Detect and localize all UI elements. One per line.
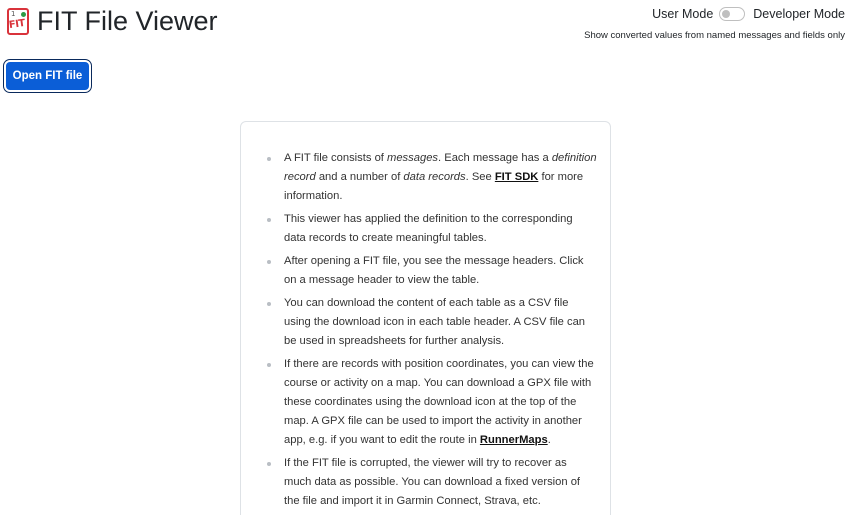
logo-text: FIT bbox=[8, 17, 26, 31]
logo-top-text: 1 bbox=[11, 9, 16, 18]
info-item-tables: This viewer has applied the definition to the corresponding data records to create meaningful tables. bbox=[267, 210, 597, 248]
info-card bbox=[240, 121, 611, 515]
runnermaps-link[interactable]: RunnerMaps bbox=[479, 433, 548, 446]
fit-sdk-link[interactable]: FIT SDK bbox=[494, 170, 539, 183]
developer-mode-toggle[interactable] bbox=[719, 7, 745, 21]
info-text: . See bbox=[465, 170, 495, 183]
app-header bbox=[7, 6, 218, 36]
mode-switch bbox=[652, 7, 845, 21]
info-text: . Each message has a bbox=[438, 152, 552, 164]
page-title: FIT File Viewer bbox=[37, 6, 218, 36]
info-text: . bbox=[547, 433, 551, 446]
info-item-gpx bbox=[267, 355, 597, 450]
info-list bbox=[267, 149, 597, 515]
info-text: If there are records with position coordinates, you can view the course or activity on a map. You can download a GPX file with these coordinates using the download icon at the top of the map. A GPX file can be used to import the activity in another app, e.g. if you want to edit the route in bbox=[284, 358, 594, 446]
info-item-headers: After opening a FIT file, you see the message headers. Click on a message header to view the table. bbox=[267, 252, 597, 290]
info-text: and a number of bbox=[315, 170, 404, 183]
info-text: for more information. bbox=[284, 170, 584, 202]
mode-caption: Show converted values from named messages and fields only bbox=[584, 30, 845, 41]
open-fit-file-button[interactable]: Open FIT file bbox=[6, 62, 89, 90]
info-emphasis: definition record bbox=[284, 152, 597, 183]
info-item-recovery: If the FIT file is corrupted, the viewer will try to recover as much data as possible. You can download a fixed version of the file and import it in Garmin Connect, Strava, etc. bbox=[267, 454, 597, 511]
user-mode-label: User Mode bbox=[652, 7, 714, 21]
logo-dot bbox=[21, 12, 26, 17]
info-item-messages bbox=[267, 149, 597, 206]
fit-logo-icon bbox=[7, 8, 29, 35]
info-item-csv: You can download the content of each table as a CSV file using the download icon in each table header. A CSV file can be used in spreadsheets for further analysis. bbox=[267, 294, 597, 351]
developer-mode-label: Developer Mode bbox=[753, 7, 845, 21]
toggle-knob bbox=[722, 10, 730, 18]
info-emphasis: messages bbox=[387, 152, 439, 164]
info-text: A FIT file consists of bbox=[284, 152, 388, 164]
info-emphasis: data records bbox=[403, 170, 466, 183]
